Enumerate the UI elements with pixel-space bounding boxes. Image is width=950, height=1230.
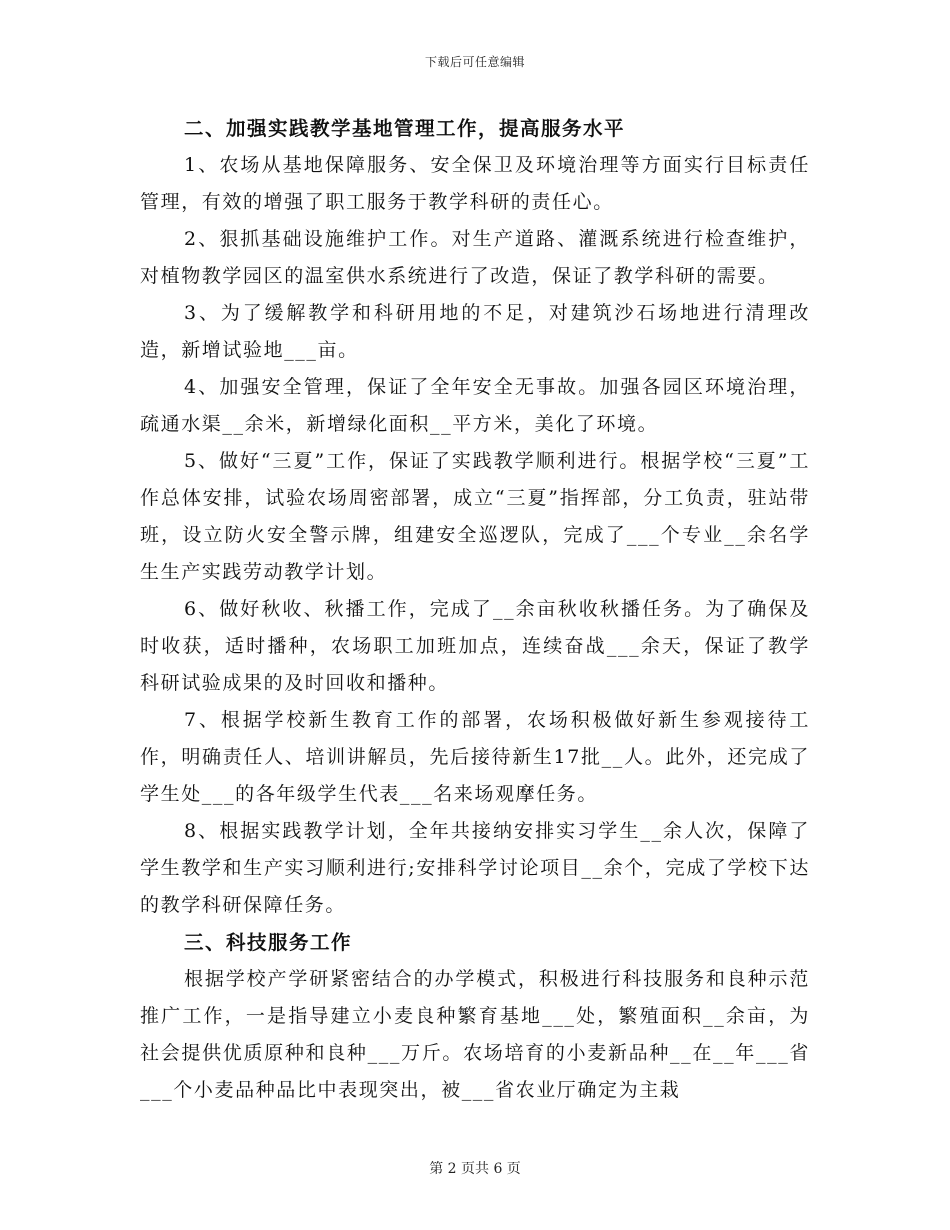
paragraph: 根据学校产学研紧密结合的办学模式，积极进行科技服务和良种示范推广工作，一是指导建立小麦良种繁育基地___处，繁殖面积__余亩，为社会提供优质原种和良种___万斤。农场培育的小麦新品种__在__年___省___个小麦品种品比中表现突出，被___省农业厅确定为主栽 [140, 968, 810, 1101]
paragraph: 3、为了缓解教学和科研用地的不足，对建筑沙石场地进行清理改造，新增试验地___亩。 [140, 302, 810, 361]
section-heading-2: 二、加强实践教学基地管理工作，提高服务水平 [184, 117, 626, 140]
paragraph: 5、做好“三夏”工作，保证了实践教学顺利进行。根据学校“三夏”工作总体安排，试验农场周密部署，成立“三夏”指挥部，分工负责，驻站带班，设立防火安全警示牌，组建安全巡逻队，完成了___个专业__余名学生生产实践劳动教学计划。 [140, 450, 810, 583]
page-header: 下载后可任意编辑 [424, 55, 525, 69]
paragraph: 8、根据实践教学计划，全年共接纳安排实习学生__余人次，保障了学生教学和生产实习顺利进行;安排科学讨论项目__余个，完成了学校下达的教学科研保障任务。 [140, 820, 810, 916]
paragraph: 7、根据学校新生教育工作的部署，农场积极做好新生参观接待工作，明确责任人、培训讲解员，先后接待新生17批__人。此外，还完成了学生处___的各年级学生代表___名来场观摩任务。 [140, 709, 810, 805]
page-number: 第 2 页共 6 页 [429, 1161, 521, 1177]
paragraph: 1、农场从基地保障服务、安全保卫及环境治理等方面实行目标责任管理，有效的增强了职工服务于教学科研的责任心。 [140, 154, 810, 213]
document-body [140, 110, 810, 1109]
paragraph: 2、狠抓基础设施维护工作。对生产道路、灌溉系统进行检查维护，对植物教学园区的温室供水系统进行了改造，保证了教学科研的需要。 [140, 228, 810, 287]
section-heading-3: 三、科技服务工作 [184, 931, 353, 954]
paragraph: 4、加强安全管理，保证了全年安全无事故。加强各园区环境治理，疏通水渠__余米，新增绿化面积__平方米，美化了环境。 [140, 376, 810, 435]
paragraph: 6、做好秋收、秋播工作，完成了__余亩秋收秋播任务。为了确保及时收获，适时播种，农场职工加班加点，连续奋战___余天，保证了教学科研试验成果的及时回收和播种。 [140, 598, 810, 694]
